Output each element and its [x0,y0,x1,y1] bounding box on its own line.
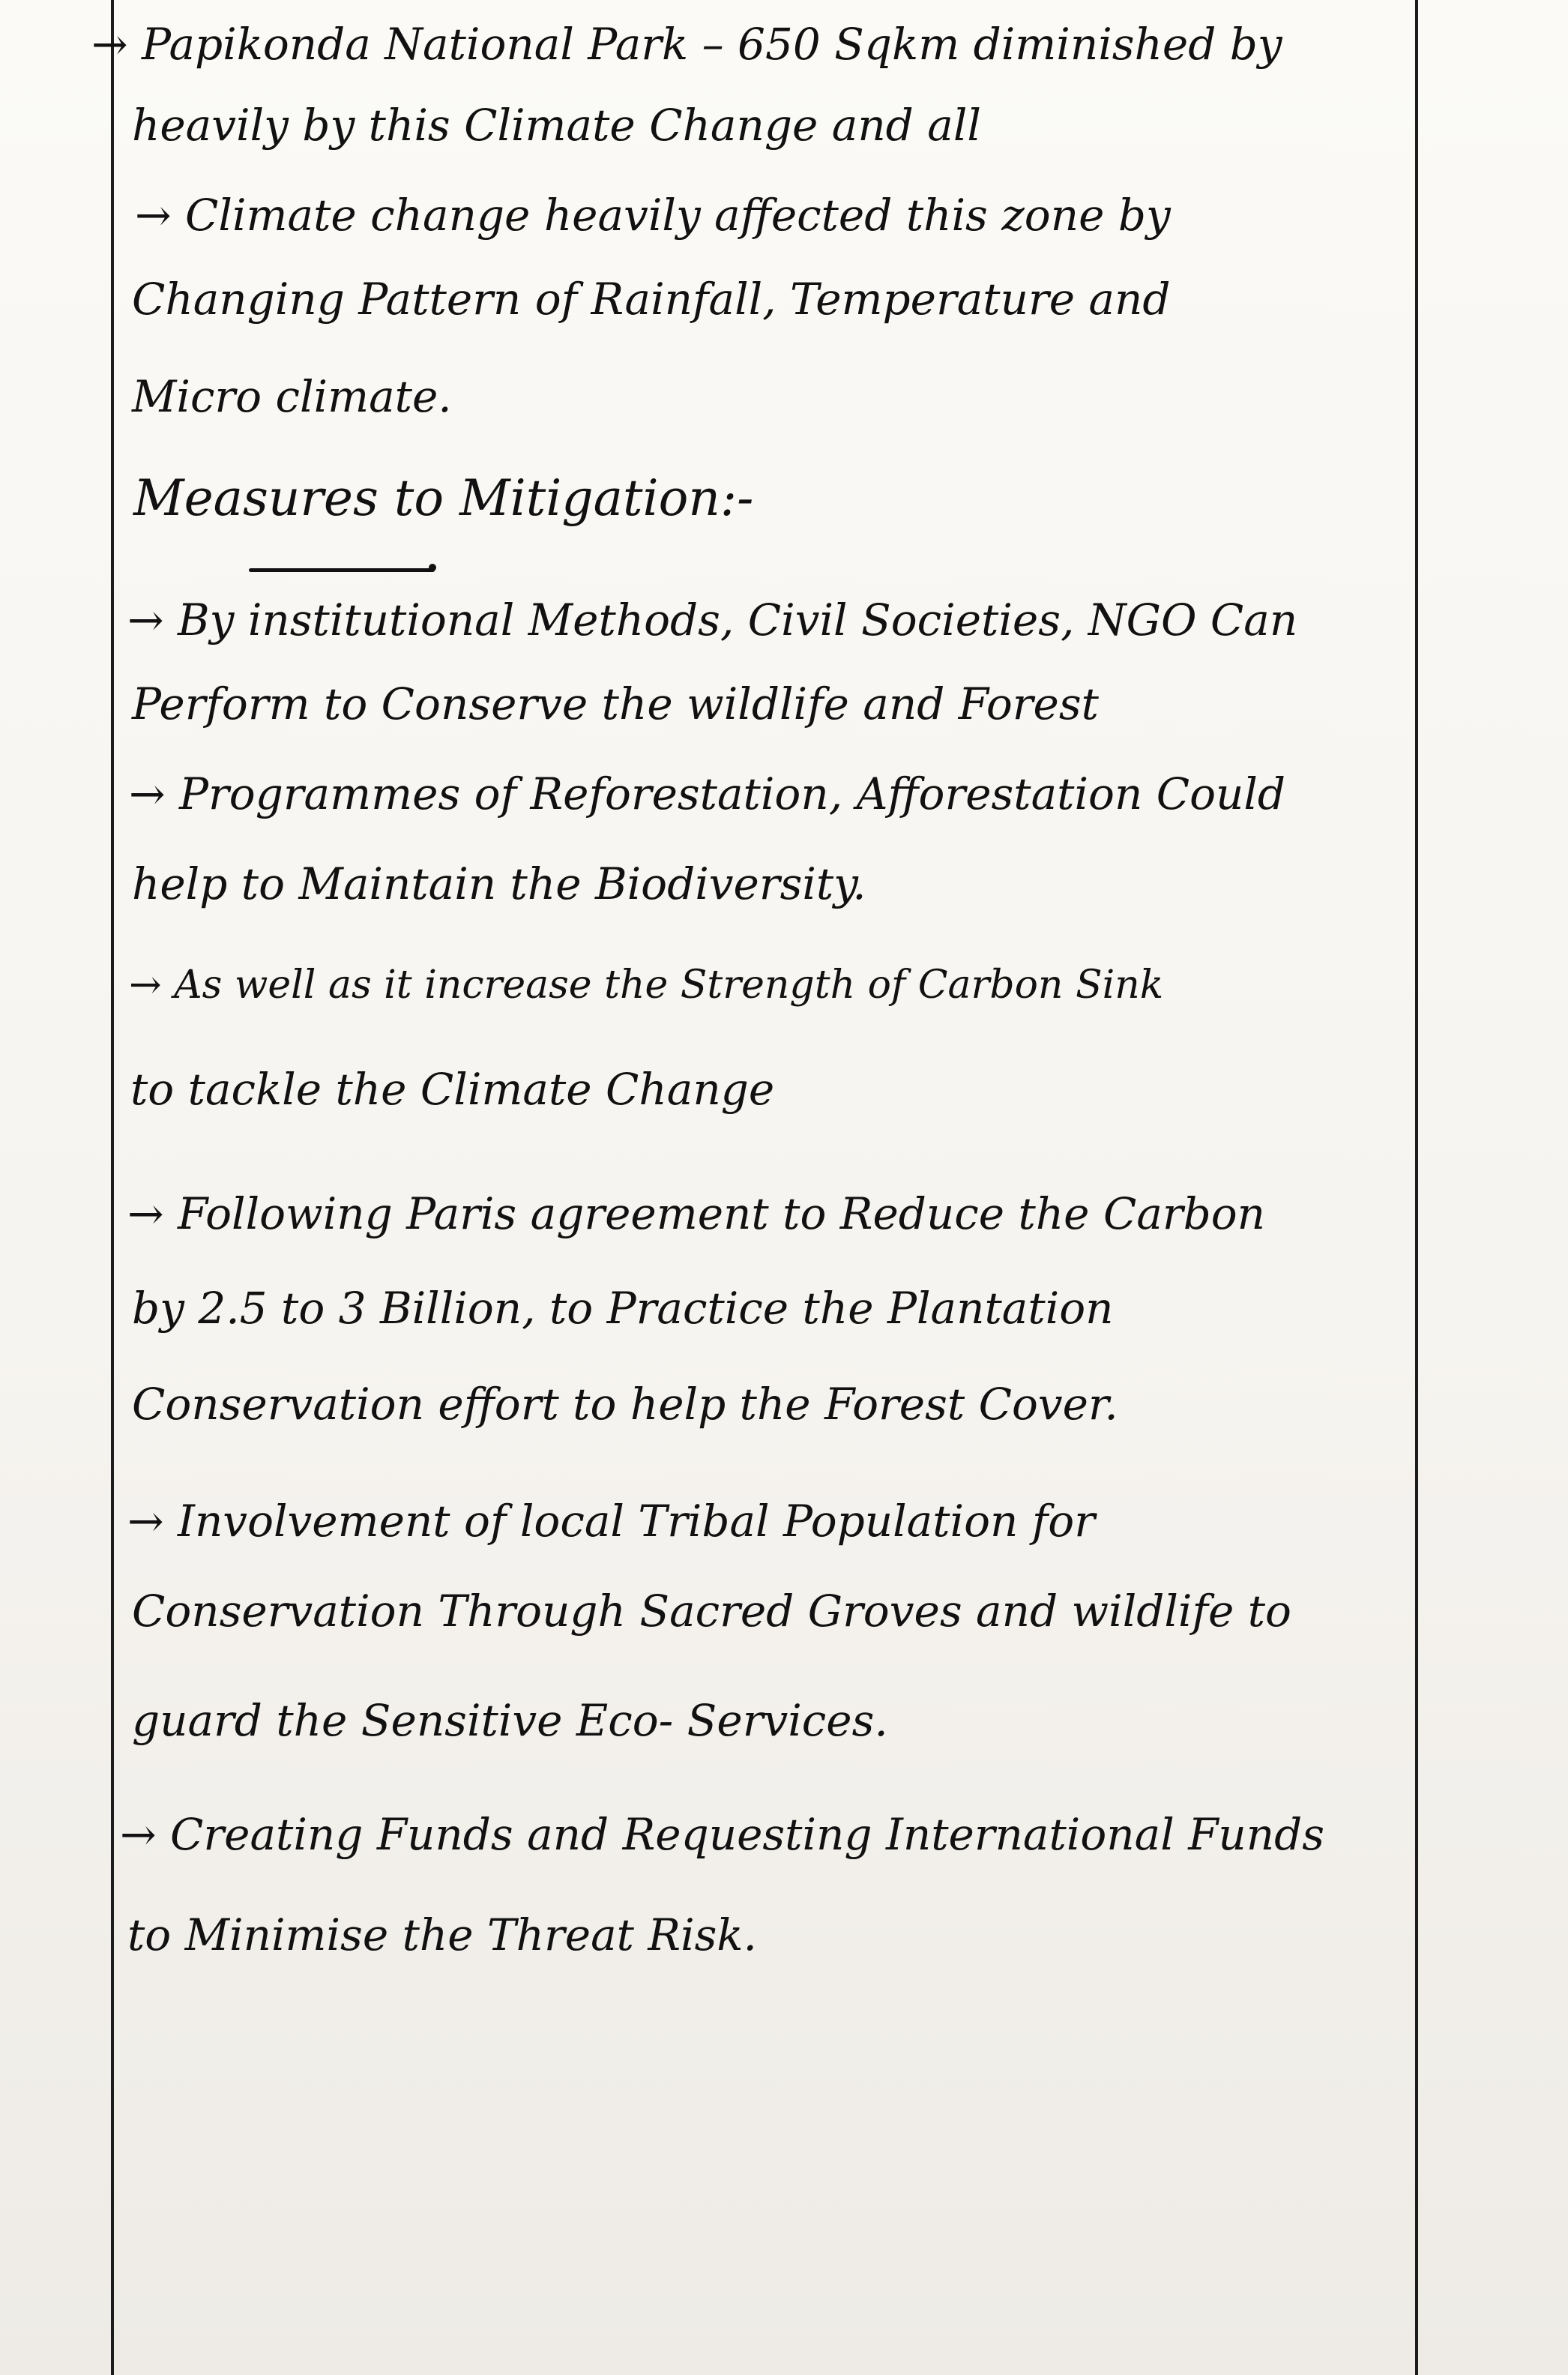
note-line-7: → By institutional Methods, Civil Societies, NGO Can [127,594,1298,645]
right-margin-line [1415,0,1418,2375]
note-line-15: Conservation effort to help the Forest Cover. [132,1379,1118,1430]
note-line-9: → Programmes of Reforestation, Afforestation Could [129,768,1286,819]
heading-underline [249,568,435,572]
note-line-3: → Climate change heavily affected this zone by [135,190,1171,241]
note-line-14: by 2.5 to 3 Billion, to Practice the Plantation [132,1283,1114,1334]
section-heading: Measures to Mitigation:- [133,469,754,527]
note-line-19: → Creating Funds and Requesting International Funds [120,1809,1325,1860]
note-line-5: Micro climate. [132,371,452,422]
ink-dot [429,564,436,571]
note-line-13: → Following Paris agreement to Reduce the Carbon [127,1188,1266,1239]
left-margin-line [111,0,114,2375]
note-line-18: guard the Sensitive Eco- Services. [132,1695,888,1746]
note-line-1: → Papikonda National Park – 650 Sqkm diminished by [91,19,1282,70]
note-line-11: → As well as it increase the Strength of Carbon Sink [129,963,1164,1008]
note-line-20: to Minimise the Threat Risk. [127,1909,757,1960]
note-line-16: → Involvement of local Tribal Population for [127,1496,1095,1547]
note-line-17: Conservation Through Sacred Groves and wildlife to [132,1586,1291,1637]
note-line-8: Perform to Conserve the wildlife and Forest [132,678,1099,729]
note-line-2: heavily by this Climate Change and all [132,100,981,151]
note-line-12: to tackle the Climate Change [130,1064,775,1115]
note-line-10: help to Maintain the Biodiversity. [132,858,866,909]
note-line-4: Changing Pattern of Rainfall, Temperature and [132,274,1171,325]
